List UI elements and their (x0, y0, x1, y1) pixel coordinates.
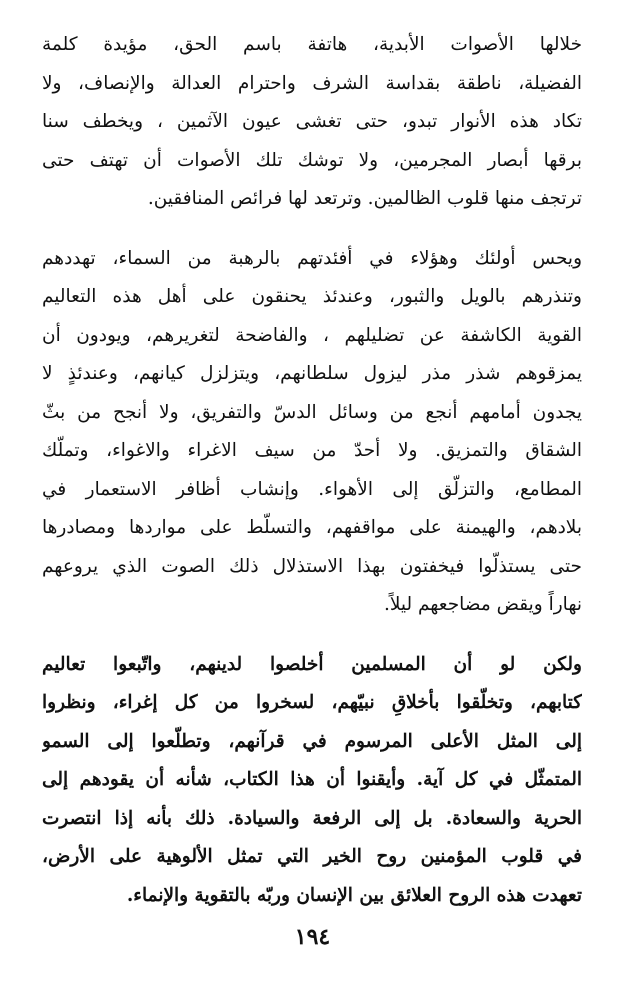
text-line: كتابهم، وتخلّقوا بأخلاقِ نبيّهم، لسخروا من كل إغراء، ونظروا (42, 692, 582, 713)
text-line: بلادهم، والهيمنة على مواقفهم، والتسلّط على مواردها ومصادرها (42, 517, 582, 538)
text-line: يمزقوهم شذر مذر ليزول سلطانهم، ويتزلزل كيانهم، وعندئذٍ لا (42, 363, 582, 384)
text-line: ترتجف منها قلوب الظالمين. وترتعد لها فرائص المنافقين. (147, 188, 582, 209)
text-line: المتمثّل في كل آية. وأيقنوا أن هذا الكتاب، شأنه أن يقودهم إلى (42, 769, 582, 790)
text-line: المطامع، والتزلّق إلى الأهواء. وإنشاب أظافر الاستعمار في (42, 478, 582, 500)
text-line: نهاراً ويقض مضاجعهم ليلاً. (383, 594, 582, 615)
text-line: خلالها الأصوات الأبدية، هاتفة باسم الحق، مؤيدة كلمة (42, 34, 582, 55)
text-line: وتنذرهم بالويل والثبور، وعندئذ يحنقون على أهل هذه التعاليم (42, 286, 582, 307)
paragraph-1 (42, 26, 582, 219)
paragraph-2 (42, 240, 582, 625)
text-line: القوية الكاشفة عن تضليلهم ، والفاضحة لتغريرهم، ويودون أن (42, 324, 582, 346)
text-line: ويحس أولئك وهؤلاء في أفئدتهم بالرهبة من السماء، تهددهم (42, 247, 582, 269)
text-line: في قلوب المؤمنين روح الخير التي تمثل الألوهية على الأرض، (42, 846, 582, 867)
text-line: الشقاق والتمزيق. ولا أحدّ من سيف الاغراء والاغواء، وتملّك (42, 440, 582, 461)
page-number: ١٩٤ (294, 924, 331, 950)
text-line: برقها أبصار المجرمين، ولا توشك تلك الأصوات أن تهتف حتى (42, 149, 582, 171)
text-line: الحرية والسعادة. بل إلى الرفعة والسيادة. ذلك بأنه إذا انتصرت (42, 807, 582, 829)
text-line: تعهدت هذه الروح العلائق بين الإنسان وربّه بالتقوية والإنماء. (126, 884, 582, 906)
paragraph-3 (42, 646, 582, 916)
page-body (42, 26, 582, 915)
text-line: يجدون أمامهم أنجع من وسائل الدسّ والتفريق، ولا أنجح من بثّ (42, 401, 582, 423)
text-line: تكاد هذه الأنوار تبدو، حتى تغشى عيون الآثمين ، ويخطف سنا (42, 111, 582, 132)
text-line: إلى المثل الأعلى المرسوم في قرآنهم، وتطلّعوا إلى السمو (42, 730, 582, 752)
text-line: الفضيلة، ناطقة بقداسة الشرف واحترام العدالة والإنصاف، ولا (42, 72, 582, 94)
text-line: حتى يستذلّوا فيخفتون بهذا الاستذلال ذلك الصوت الذي يروعهم (42, 555, 582, 577)
text-line: ولكن لو أن المسلمين أخلصوا لدينهم، واتّبعوا تعاليم (42, 653, 582, 675)
